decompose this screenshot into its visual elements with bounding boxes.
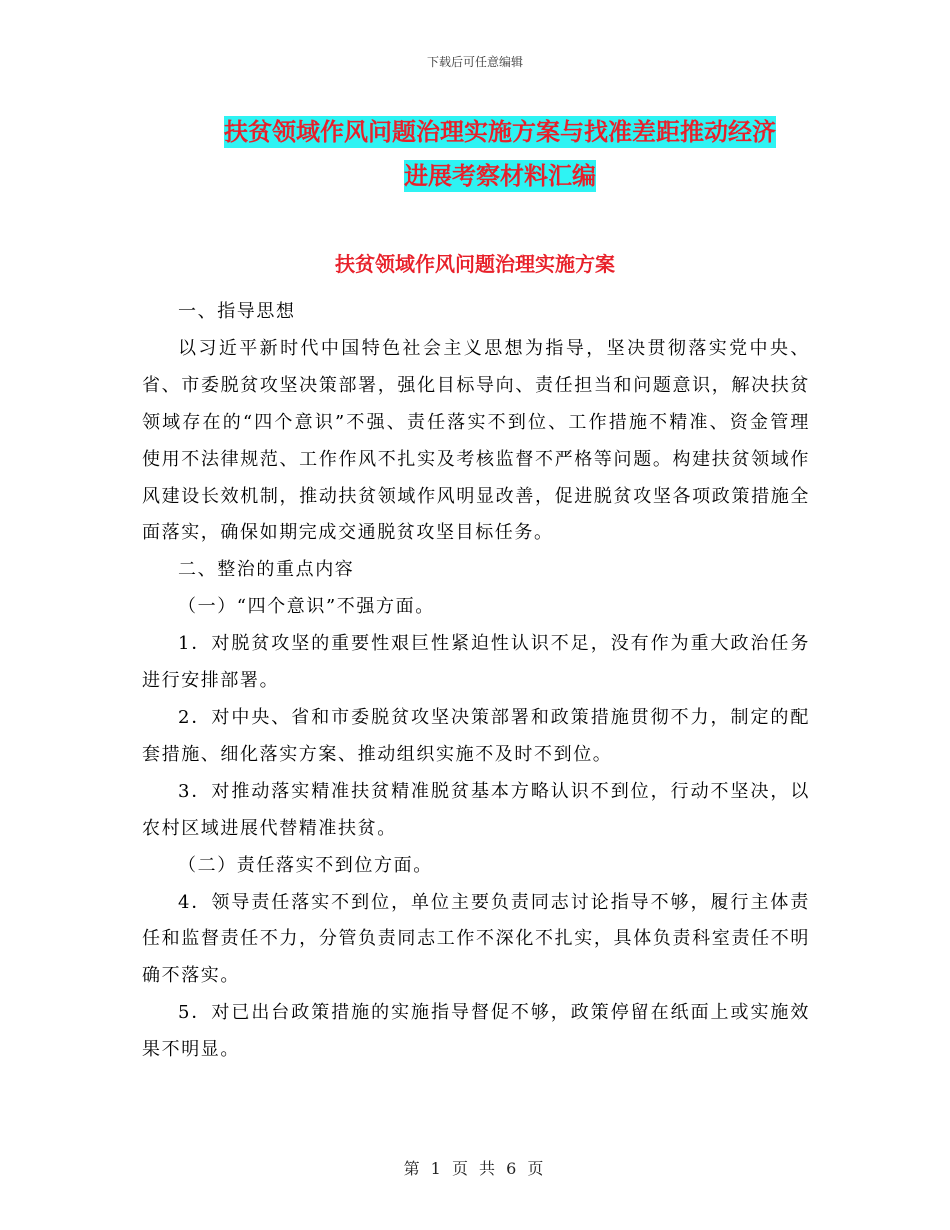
section-title: 扶贫领域作风问题治理实施方案 bbox=[335, 252, 615, 276]
document-title-line-2: 进展考察材料汇编 bbox=[404, 162, 596, 190]
paragraph-subheading: （二）责任落实不到位方面。 bbox=[178, 854, 433, 876]
document-title bbox=[140, 110, 860, 198]
page-number-footer: 第 1 页 共 6 页 bbox=[403, 1159, 547, 1178]
paragraph-subheading: （一）“四个意识”不强方面。 bbox=[178, 596, 435, 618]
paragraph: 以习近平新时代中国特色社会主义思想为指导，坚决贯彻落实党中央、省、市委脱贫攻坚决策部署，强化目标导向、责任担当和问题意识，解决扶贫领域存在的“四个意识”不强、责任落实不到位、工作措施不精准、资金管理使用不法律规范、工作作风不扎实及考核监督不严格等问题。构建扶贫领域作风建设长效机制，推动扶贫领域作风明显改善，促进脱贫攻坚各项政策措施全面落实，确保如期完成交通脱贫攻坚目标任务。 bbox=[142, 337, 810, 544]
document-title-line-1: 扶贫领域作风问题治理实施方案与找准差距推动经济 bbox=[224, 118, 776, 146]
document-body bbox=[142, 294, 810, 1069]
header-note: 下载后可任意编辑 bbox=[426, 55, 523, 69]
paragraph-item: 3．对推动落实精准扶贫精准脱贫基本方略认识不到位，行动不坚决，以农村区域进展代替精准扶贫。 bbox=[142, 780, 810, 839]
paragraph-heading-key-content: 二、整治的重点内容 bbox=[178, 559, 355, 581]
paragraph-heading-guiding-thought: 一、指导思想 bbox=[178, 301, 296, 322]
paragraph-item: 2．对中央、省和市委脱贫攻坚决策部署和政策措施贯彻不力，制定的配套措施、细化落实方案、推动组织实施不及时不到位。 bbox=[142, 706, 810, 765]
paragraph-item: 5．对已出台政策措施的实施指导督促不够，政策停留在纸面上或实施效果不明显。 bbox=[142, 1002, 810, 1061]
paragraph-item: 1．对脱贫攻坚的重要性艰巨性紧迫性认识不足，没有作为重大政治任务进行安排部署。 bbox=[142, 633, 810, 692]
paragraph-item: 4．领导责任落实不到位，单位主要负责同志讨论指导不够，履行主体责任和监督责任不力，分管负责同志工作不深化不扎实，具体负责科室责任不明确不落实。 bbox=[142, 891, 810, 987]
